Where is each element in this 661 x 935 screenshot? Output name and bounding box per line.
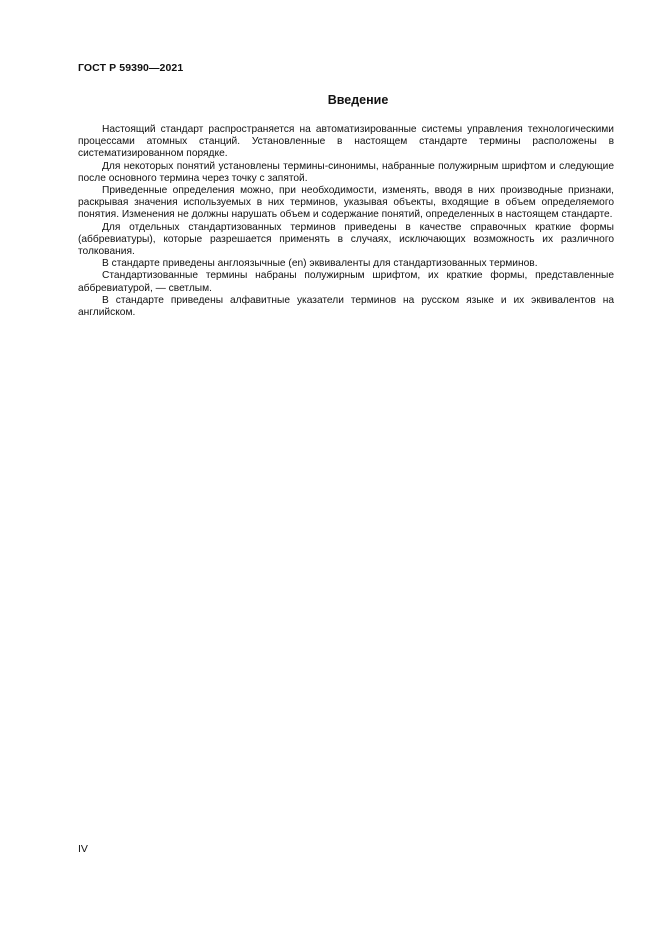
page-number: IV (78, 843, 88, 855)
section-title: Введение (327, 93, 389, 107)
paragraph-indexes: В стандарте приведены алфавитные указатели терминов на русском языке и их эквивалентов на английском. (78, 294, 614, 319)
introduction-body (78, 124, 614, 319)
paragraph-english-equivalents: В стандарте приведены англоязычные (en) эквиваленты для стандартизованных терминов. (102, 258, 538, 270)
paragraph-scope: Настоящий стандарт распространяется на автоматизированные системы управления технологическими процессами атомных станций. Установленные в настоящем стандарте термины расположены в систематизированном порядке. (78, 124, 614, 160)
document-header: ГОСТ Р 59390—2021 (78, 62, 184, 74)
paragraph-definitions: Приведенные определения можно, при необходимости, изменять, вводя в них производные признаки, раскрывая значения используемых в них терминов, указывая объекты, входящие в объем определяемого понятия. Изменения не должны нарушать объем и содержание понятий, определенных в настоящем стандарте. (78, 185, 614, 221)
paragraph-typography: Стандартизованные термины набраны полужирным шрифтом, их краткие формы, представленные аббревиатурой, — светлым. (78, 270, 614, 294)
paragraph-abbreviations: Для отдельных стандартизованных терминов приведены в качестве справочных краткие формы (аббревиатуры), которые разрешается применять в случаях, исключающих возможность их различного толкования. (78, 221, 614, 258)
paragraph-synonyms: Для некоторых понятий установлены термины-синонимы, набранные полужирным шрифтом и следующие после основного термина через точку с запятой. (78, 160, 614, 184)
